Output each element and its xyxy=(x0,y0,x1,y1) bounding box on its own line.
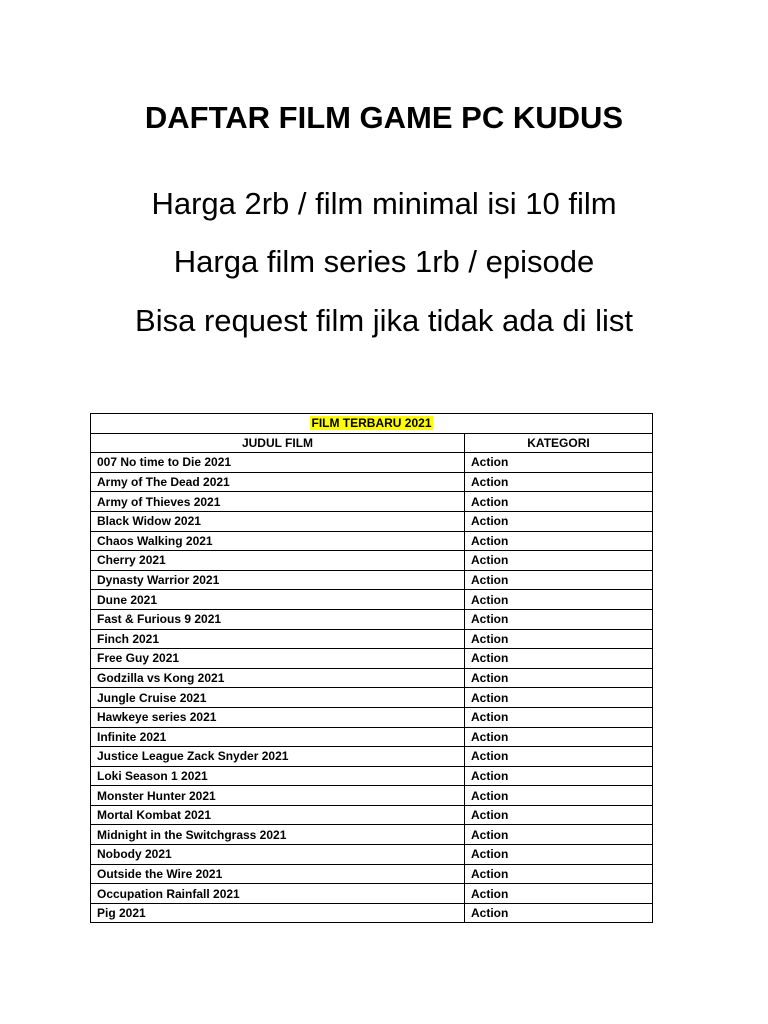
table-caption-label: FILM TERBARU 2021 xyxy=(311,416,432,431)
film-title-cell: Jungle Cruise 2021 xyxy=(91,688,465,708)
film-title-cell: 007 No time to Die 2021 xyxy=(91,453,465,473)
film-title-cell: Army of The Dead 2021 xyxy=(91,472,465,492)
price-per-film-text: Harga 2rb / film minimal isi 10 film xyxy=(151,186,617,221)
film-title-cell: Outside the Wire 2021 xyxy=(91,864,465,884)
table-body xyxy=(91,453,653,923)
request-note-text: Bisa request film jika tidak ada di list xyxy=(135,303,633,338)
film-category-cell: Action xyxy=(465,492,653,512)
film-category-cell: Action xyxy=(465,609,653,629)
table-header-row xyxy=(91,433,653,453)
table-row xyxy=(91,727,653,747)
film-category-cell: Action xyxy=(465,570,653,590)
film-category-cell: Action xyxy=(465,825,653,845)
table-row xyxy=(91,551,653,571)
film-title-cell: Monster Hunter 2021 xyxy=(91,786,465,806)
film-category-cell: Action xyxy=(465,472,653,492)
table-row xyxy=(91,884,653,904)
film-title-cell: Free Guy 2021 xyxy=(91,649,465,669)
film-title-cell: Mortal Kombat 2021 xyxy=(91,805,465,825)
table-row xyxy=(91,649,653,669)
film-category-cell: Action xyxy=(465,668,653,688)
film-title-cell: Black Widow 2021 xyxy=(91,511,465,531)
film-category-cell: Action xyxy=(465,649,653,669)
film-table xyxy=(90,413,653,923)
film-category-cell: Action xyxy=(465,727,653,747)
film-title-cell: Finch 2021 xyxy=(91,629,465,649)
column-header-kategori: KATEGORI xyxy=(465,433,653,453)
table-row xyxy=(91,747,653,767)
film-title-cell: Dune 2021 xyxy=(91,590,465,610)
film-title-cell: Nobody 2021 xyxy=(91,845,465,865)
film-category-cell: Action xyxy=(465,707,653,727)
film-category-cell: Action xyxy=(465,747,653,767)
film-title-cell: Cherry 2021 xyxy=(91,551,465,571)
film-category-cell: Action xyxy=(465,766,653,786)
film-category-cell: Action xyxy=(465,531,653,551)
film-category-cell: Action xyxy=(465,884,653,904)
film-title-cell: Chaos Walking 2021 xyxy=(91,531,465,551)
film-title-cell: Godzilla vs Kong 2021 xyxy=(91,668,465,688)
film-title-cell: Pig 2021 xyxy=(91,903,465,923)
film-category-cell: Action xyxy=(465,688,653,708)
film-category-cell: Action xyxy=(465,629,653,649)
table-row xyxy=(91,609,653,629)
film-category-cell: Action xyxy=(465,805,653,825)
table-row xyxy=(91,668,653,688)
table-row xyxy=(91,511,653,531)
table-row xyxy=(91,570,653,590)
film-category-cell: Action xyxy=(465,903,653,923)
table-caption xyxy=(91,414,653,434)
table-row xyxy=(91,864,653,884)
table-row xyxy=(91,786,653,806)
column-header-judul: JUDUL FILM xyxy=(91,433,465,453)
table-row xyxy=(91,903,653,923)
film-title-cell: Hawkeye series 2021 xyxy=(91,707,465,727)
table-row xyxy=(91,590,653,610)
table-row xyxy=(91,766,653,786)
film-title-cell: Dynasty Warrior 2021 xyxy=(91,570,465,590)
table-row xyxy=(91,472,653,492)
film-category-cell: Action xyxy=(465,551,653,571)
film-title-cell: Infinite 2021 xyxy=(91,727,465,747)
film-title-cell: Occupation Rainfall 2021 xyxy=(91,884,465,904)
film-title-cell: Army of Thieves 2021 xyxy=(91,492,465,512)
table-row xyxy=(91,707,653,727)
table-row xyxy=(91,629,653,649)
film-category-cell: Action xyxy=(465,845,653,865)
film-category-cell: Action xyxy=(465,453,653,473)
table-row xyxy=(91,845,653,865)
page-title: DAFTAR FILM GAME PC KUDUS xyxy=(144,100,624,135)
table-row xyxy=(91,453,653,473)
film-title-cell: Midnight in the Switchgrass 2021 xyxy=(91,825,465,845)
table-row xyxy=(91,492,653,512)
price-per-episode-text: Harga film series 1rb / episode xyxy=(173,244,595,279)
table-row xyxy=(91,688,653,708)
table-row xyxy=(91,531,653,551)
table-row xyxy=(91,805,653,825)
film-title-cell: Fast & Furious 9 2021 xyxy=(91,609,465,629)
film-category-cell: Action xyxy=(465,864,653,884)
film-title-cell: Justice League Zack Snyder 2021 xyxy=(91,747,465,767)
film-title-cell: Loki Season 1 2021 xyxy=(91,766,465,786)
film-category-cell: Action xyxy=(465,590,653,610)
table-row xyxy=(91,825,653,845)
table-caption-row xyxy=(91,414,653,434)
film-category-cell: Action xyxy=(465,511,653,531)
film-category-cell: Action xyxy=(465,786,653,806)
